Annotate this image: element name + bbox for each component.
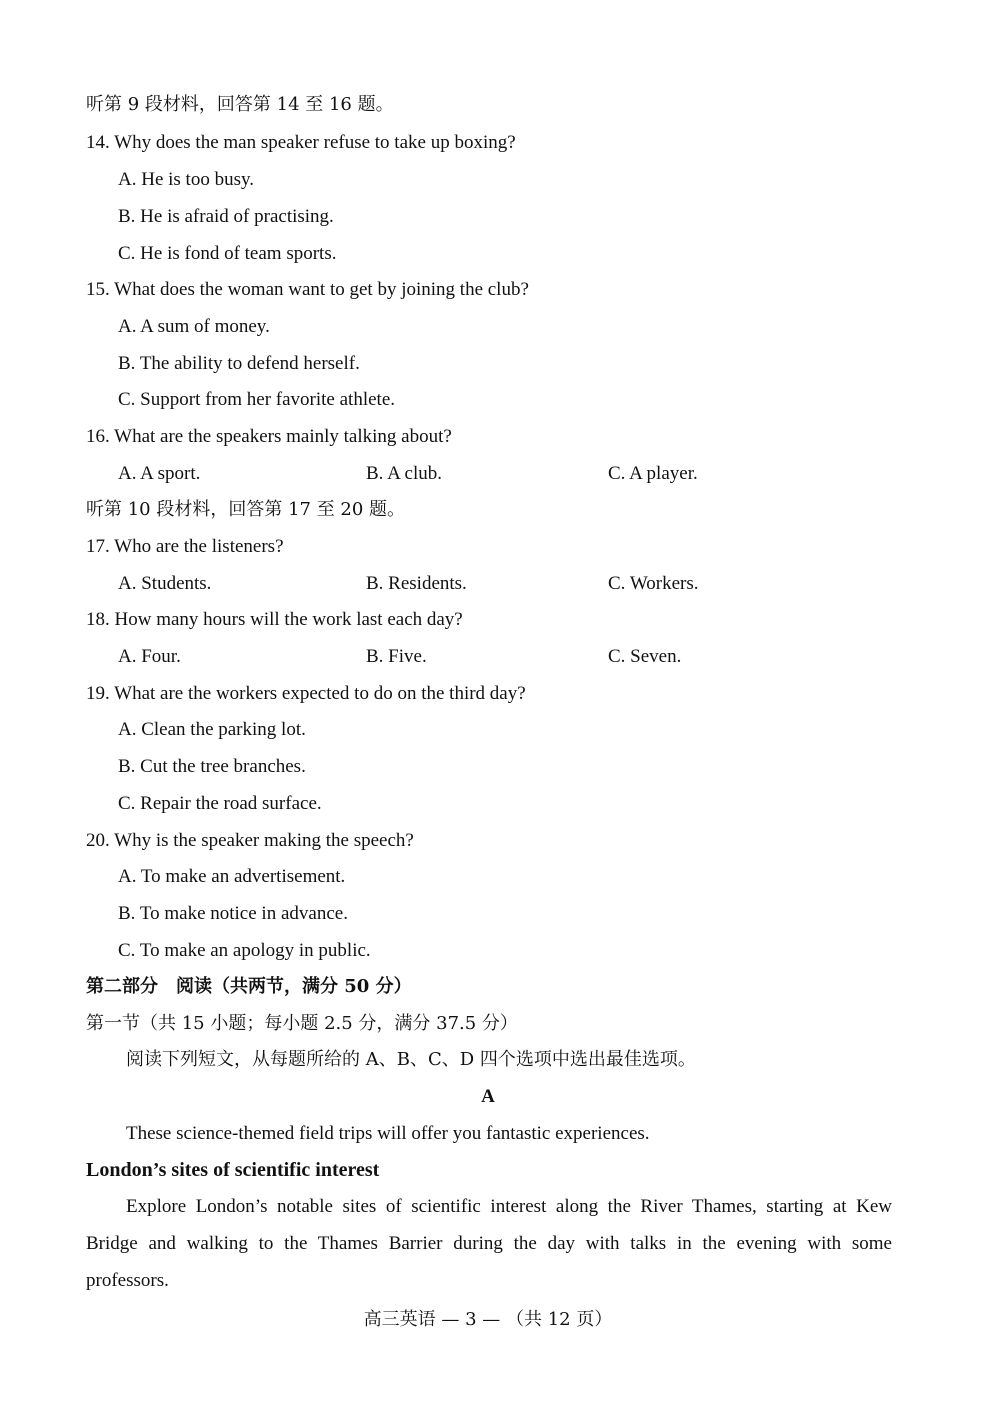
question-16-option-b: B. A club. — [366, 463, 443, 484]
question-19-option-b: B. Cut the tree branches. — [118, 756, 306, 777]
question-19-stem: 19. What are the workers expected to do on the third day? — [86, 683, 526, 704]
question-20-option-a: A. To make an advertisement. — [118, 866, 346, 887]
question-18-stem: 18. How many hours will the work last each day? — [86, 609, 463, 630]
question-15-option-a: A. A sum of money. — [118, 316, 270, 337]
page-footer: 高三英语 — 3 — （共 12 页） — [363, 1309, 613, 1330]
question-17-stem: 17. Who are the listeners? — [86, 536, 284, 557]
question-16-option-a: A. A sport. — [118, 463, 201, 484]
passage-subheading: London’s sites of scientific interest — [86, 1159, 380, 1181]
question-16-option-c: C. A player. — [608, 463, 698, 484]
question-15-option-b: B. The ability to defend herself. — [118, 353, 360, 374]
question-17-option-a: A. Students. — [118, 573, 212, 594]
question-20-option-b: B. To make notice in advance. — [118, 903, 348, 924]
passage-paragraph-line-2: Bridge and walking to the Thames Barrier during the day with talks in the evening with some — [86, 1233, 892, 1254]
question-17-option-b: B. Residents. — [366, 573, 467, 594]
passage-intro: These science-themed field trips will offer you fantastic experiences. — [126, 1123, 650, 1144]
question-14-stem: 14. Why does the man speaker refuse to take up boxing? — [86, 132, 516, 153]
passage-paragraph-line-3: professors. — [86, 1270, 169, 1291]
question-15-option-c: C. Support from her favorite athlete. — [118, 389, 396, 410]
question-17-option-c: C. Workers. — [608, 573, 699, 594]
question-18-option-b: B. Five. — [366, 646, 427, 667]
question-18-option-c: C. Seven. — [608, 646, 682, 667]
passage-letter: A — [481, 1086, 495, 1107]
part2-instruction: 阅读下列短文，从每题所给的 A、B、C、D 四个选项中选出最佳选项。 — [126, 1049, 696, 1070]
passage-paragraph-line-1: Explore London’s notable sites of scientific interest along the River Thames, starting at Kew — [126, 1196, 892, 1217]
question-19-option-c: C. Repair the road surface. — [118, 793, 322, 814]
question-14-option-c: C. He is fond of team sports. — [118, 243, 337, 264]
part2-heading: 第二部分 阅读（共两节，满分 50 分） — [86, 976, 412, 997]
listening-intro-9: 听第 9 段材料，回答第 14 至 16 题。 — [86, 94, 394, 115]
listening-intro-10: 听第 10 段材料，回答第 17 至 20 题。 — [86, 499, 406, 520]
question-20-option-c: C. To make an apology in public. — [118, 940, 371, 961]
question-20-stem: 20. Why is the speaker making the speech? — [86, 830, 414, 851]
question-14-option-a: A. He is too busy. — [118, 169, 254, 190]
question-16-stem: 16. What are the speakers mainly talking about? — [86, 426, 452, 447]
question-18-option-a: A. Four. — [118, 646, 181, 667]
part2-section-heading: 第一节（共 15 小题；每小题 2.5 分，满分 37.5 分） — [86, 1013, 518, 1034]
question-19-option-a: A. Clean the parking lot. — [118, 719, 306, 740]
question-14-option-b: B. He is afraid of practising. — [118, 206, 334, 227]
question-15-stem: 15. What does the woman want to get by joining the club? — [86, 279, 529, 300]
